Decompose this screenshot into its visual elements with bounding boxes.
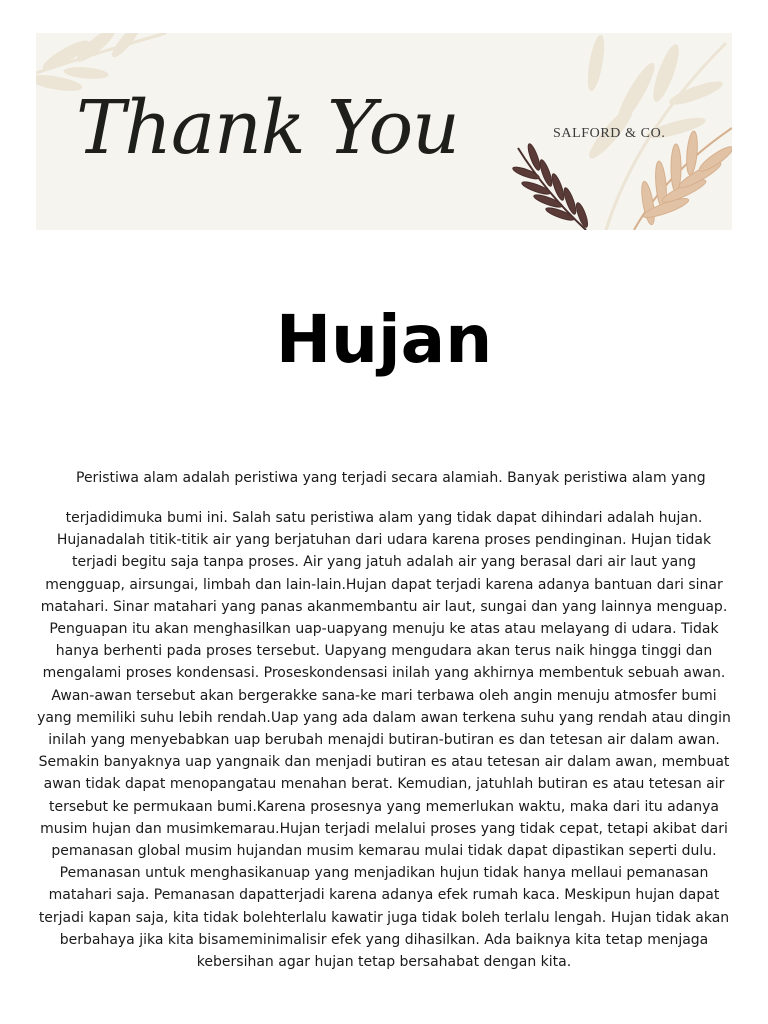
dark-frond [512, 143, 590, 230]
document-title: Hujan [275, 301, 493, 378]
thank-you-banner [36, 33, 732, 230]
thank-you-script: Thank You [76, 85, 459, 171]
body-paragraph: terjadidimuka bumi ini. Salah satu peristiwa alam yang tidak dapat dihindari adalah hujan. Hujanadalah titik-titik air yang berjatuhan dari udara karena proses pendinginan. Hujan tidak terjadi begitu saja tanpa proses. Air yang jatuh adalah air yang berasal dari air laut yang mengguap, airsungai, limbah dan lain-lain.Hujan dapat terjadi karena adanya bantuan dari sinar matahari. Sinar matahari yang panas akanmembantu air laut, sungai dan yang lainnya menguap. Penguapan itu akan menghasilkan uap-uapyang menuju ke atas atau melayang di udara. Tidak hanya berhenti pada proses tersebut. Uapyang mengudara akan terus naik hingga tinggi dan mengalami proses kondensasi. Proseskondensasi inilah yang akhirnya membentuk sebuah awan. Awan-awan tersebut akan bergerakke sana-ke mari terbawa oleh angin menuju atmosfer bumi yang memiliki suhu lebih rendah.Uap yang ada dalam awan terkena suhu yang rendah atau dingin inilah yang menyebabkan uap berubah menajdi butiran-butiran es dan tetesan air dalam awan. Semakin banyaknya uap yangnaik dan menjadi butiran es atau tetesan air dalam awan, membuat awan tidak dapat menopangatau menahan berat. Kemudian, jatuhlah butiran es atau tetesan air tersebut ke permukaan bumi.Karena prosesnya yang memerlukan waktu, maka dari itu adanya musim hujan dan musimkemarau.Hujan terjadi melalui proses yang tidak cepat, tetapi akibat dari pemanasan global musim hujandan musim kemarau mulai tidak dapat dipastikan seperti dulu. Pemanasan untuk menghasikanuap yang menjadikan hujun tidak hanya mellaui pemanasan matahari saja. Pemanasan dapatterjadi karena adanya efek rumah kaca. Meskipun hujan dapat terjadi kapan saja, kita tidak bolehterlalu kawatir juga tidak boleh terlalu lengah. Hujan tidak akan berbahaya jika kita bisameminimalisir efek yang dihasilkan. Ada baiknya kita tetap menjaga kebersihan agar hujan tetap bersahabat dengan kita. [37, 510, 731, 971]
intro-line: Peristiwa alam adalah peristiwa yang terjadi secara alamiah. Banyak peristiwa alam yang [76, 470, 706, 486]
peach-frond [634, 128, 732, 230]
brand-name: SALFORD & CO. [553, 126, 666, 141]
